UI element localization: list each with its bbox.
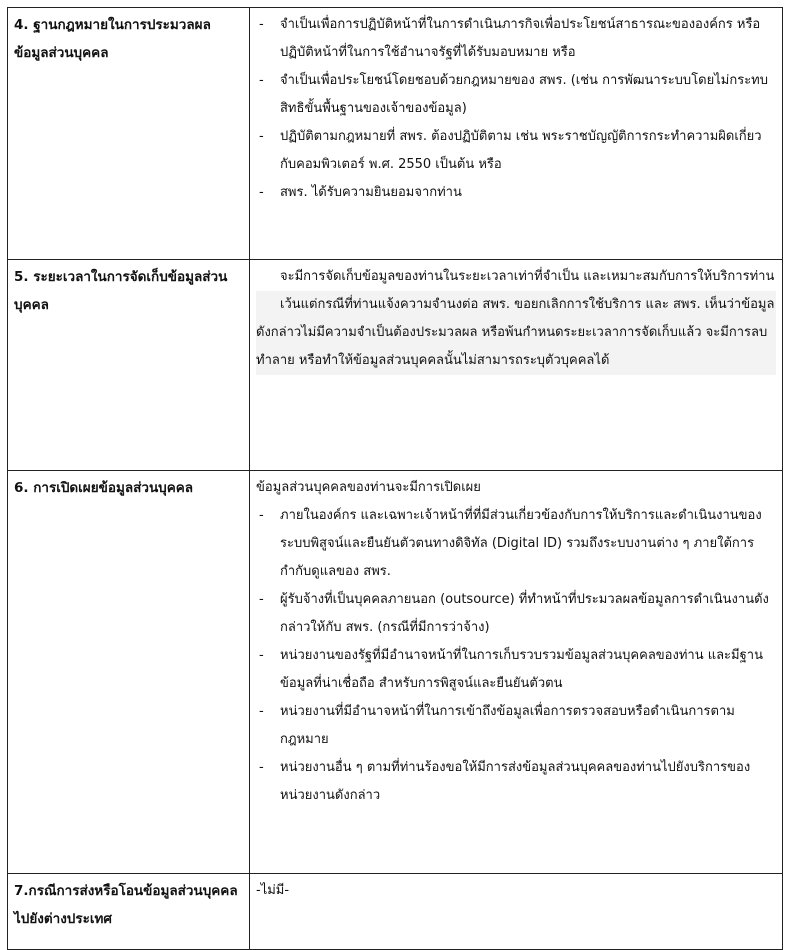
table-row <box>8 8 783 260</box>
list-item: - ผู้รับจ้างที่เป็นบุคคลภายนอก (outsource) ที่ทำหน้าที่ประมวลผลข้อมูลการดำเนินงานดังกล่าวให้กับ สพร. (กรณีที่มีการว่าจ้าง) <box>256 586 776 642</box>
table-row <box>8 471 783 874</box>
intro-text: ข้อมูลส่วนบุคคลของท่านจะมีการเปิดเผย <box>256 480 481 495</box>
bullet-list <box>256 11 776 207</box>
bullet-list <box>256 502 776 810</box>
section-body-transfer <box>250 874 783 950</box>
list-item: - ภายในองค์กร และเฉพาะเจ้าหน้าที่ที่มีส่วนเกี่ยวข้องกับการให้บริการและดำเนินงานของระบบพิสูจน์และยืนยันตัวตนทางดิจิทัล (Digital ID) รวมถึงระบบงานต่าง ๆ ภายใต้การกำกับดูแลของ สพร. <box>256 502 776 586</box>
list-item: - ปฏิบัติตามกฎหมายที่ สพร. ต้องปฏิบัติตาม เช่น พระราชบัญญัติการกระทำความผิดเกี่ยวกับคอมพิวเตอร์ พ.ศ. 2550 เป็นต้น หรือ <box>256 123 776 179</box>
list-item: - สพร. ได้รับความยินยอมจากท่าน <box>256 179 776 207</box>
transfer-text: -ไม่มี- <box>256 883 290 898</box>
table-row <box>8 874 783 950</box>
section-heading-disclosure: 6. การเปิดเผยข้อมูลส่วนบุคคล <box>8 471 250 874</box>
list-item: - จำเป็นเพื่อการปฏิบัติหน้าที่ในการดำเนินภารกิจเพื่อประโยชน์สาธารณะขององค์กร หรือปฏิบัติหน้าที่ในการใช้อำนาจรัฐที่ได้รับมอบหมาย หรือ <box>256 11 776 67</box>
section-body-legal-basis <box>250 8 783 260</box>
list-item: - หน่วยงานที่มีอำนาจหน้าที่ในการเข้าถึงข้อมูลเพื่อการตรวจสอบหรือดำเนินการตามกฎหมาย <box>256 698 776 754</box>
privacy-table <box>7 7 783 950</box>
paragraph: จะมีการจัดเก็บข้อมูลของท่านในระยะเวลาเท่าที่จำเป็น และเหมาะสมกับการให้บริการท่าน <box>280 269 775 284</box>
paragraph: เว้นแต่กรณีที่ท่านแจ้งความจำนงต่อ สพร. ขอยกเลิกการใช้บริการ และ สพร. เห็นว่าข้อมูลดังกล่าวไม่มีความจำเป็นต้องประมวลผล หรือพ้นกำหนดระยะเวลาการจัดเก็บแล้ว จะมีการลบ ทำลาย หรือทำให้ข้อมูลส่วนบุคคลนั้นไม่สามารถระบุตัวบุคคลได้ <box>256 291 776 375</box>
section-body-retention <box>250 260 783 471</box>
list-item: - หน่วยงานอื่น ๆ ตามที่ท่านร้องขอให้มีการส่งข้อมูลส่วนบุคคลของท่านไปยังบริการของหน่วยงานดังกล่าว <box>256 754 776 810</box>
table-row <box>8 260 783 471</box>
section-heading-retention: 5. ระยะเวลาในการจัดเก็บข้อมูลส่วนบุคคล <box>8 260 250 471</box>
list-item: - หน่วยงานของรัฐที่มีอำนาจหน้าที่ในการเก็บรวบรวมข้อมูลส่วนบุคคลของท่าน และมีฐานข้อมูลที่น่าเชื่อถือ สำหรับการพิสูจน์และยืนยันตัวตน <box>256 642 776 698</box>
section-heading-legal-basis: 4. ฐานกฎหมายในการประมวลผลข้อมูลส่วนบุคคล <box>8 8 250 260</box>
section-body-disclosure <box>250 471 783 874</box>
list-item: - จำเป็นเพื่อประโยชน์โดยชอบด้วยกฎหมายของ สพร. (เช่น การพัฒนาระบบโดยไม่กระทบสิทธิขั้นพื้นฐานของเจ้าของข้อมูล) <box>256 67 776 123</box>
section-heading-transfer: 7.กรณีการส่งหรือโอนข้อมูลส่วนบุคคลไปยังต่างประเทศ <box>8 874 250 950</box>
